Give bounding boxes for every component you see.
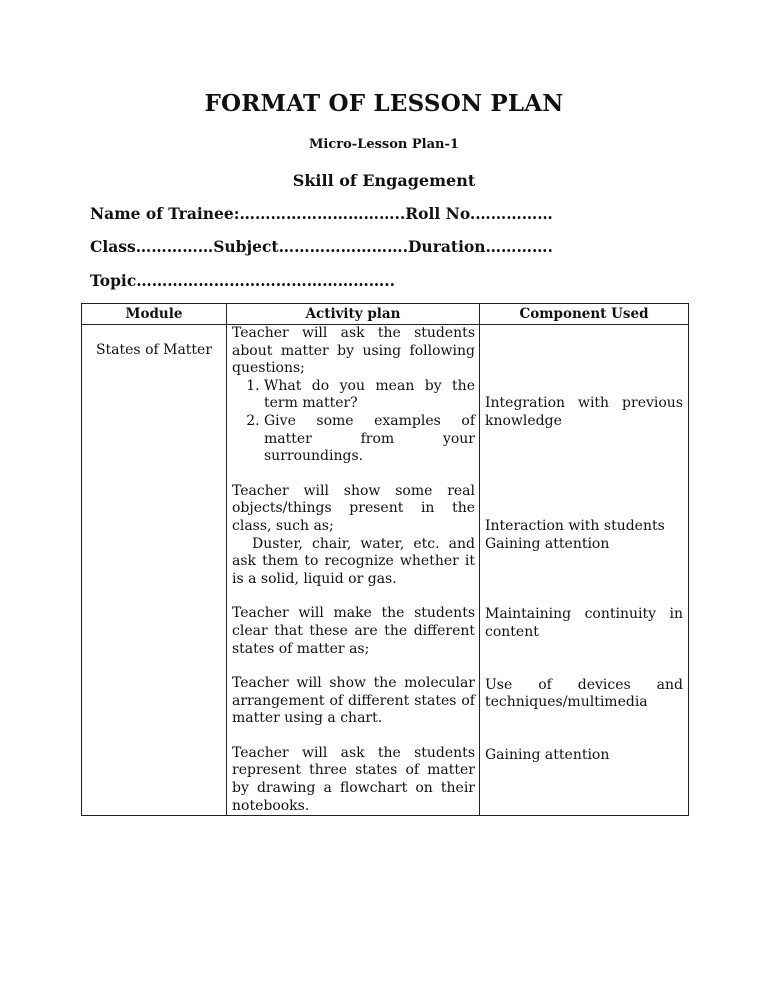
header-component-used: Component Used [480, 304, 689, 325]
table-header-row [82, 304, 689, 325]
component-4: Use of devices and techniques/multimedia [485, 676, 683, 711]
question-item: 1. What do you mean by the term matter? [264, 378, 475, 413]
question-list [232, 378, 475, 466]
activity-cell [227, 325, 480, 816]
activity-2-examples: Duster, chair, water, etc. and ask them to recognize whether it is a solid, liquid or gas. [232, 535, 475, 587]
question-item: 2. Give some examples of matter from your surroundings. [264, 413, 475, 466]
activity-5-text: Teacher will ask the students represent three states of matter by drawing a flowchart on their notebooks. [232, 744, 475, 814]
activity-2-text: Teacher will show some real objects/things present in the class, such as; [232, 482, 475, 534]
component-1: Integration with previous knowledge [485, 395, 683, 429]
lesson-plan-table [81, 303, 689, 816]
component-3: Maintaining continuity in content [485, 606, 683, 640]
header-activity-plan: Activity plan [227, 304, 480, 325]
topic-line: Topic………………………………………….. [90, 271, 396, 290]
component-5: Gaining attention [485, 746, 610, 763]
document-title: FORMAT OF LESSON PLAN [204, 90, 564, 117]
activity-1-intro: Teacher will ask the students about matter by using following questions; [232, 325, 475, 377]
component-cell [480, 325, 689, 816]
activity-4-text: Teacher will show the molecular arrangement of different states of matter using a chart. [232, 675, 475, 727]
component-2a: Interaction with students [485, 518, 665, 535]
component-2b: Gaining attention [485, 535, 610, 552]
skill-heading: Skill of Engagement [292, 171, 476, 190]
document-subtitle: Micro-Lesson Plan-1 [309, 137, 459, 152]
module-name: States of Matter [95, 342, 213, 358]
activity-3-text: Teacher will make the students clear that these are the different states of matter as; [232, 605, 475, 657]
module-cell [82, 325, 227, 816]
trainee-rollno-line: Name of Trainee:…………………………..Roll No.…………… [90, 204, 553, 223]
header-module: Module [82, 304, 227, 325]
table-row [82, 325, 689, 816]
class-subject-duration-line: Class……………Subject…………………….Duration…………. [90, 237, 553, 256]
